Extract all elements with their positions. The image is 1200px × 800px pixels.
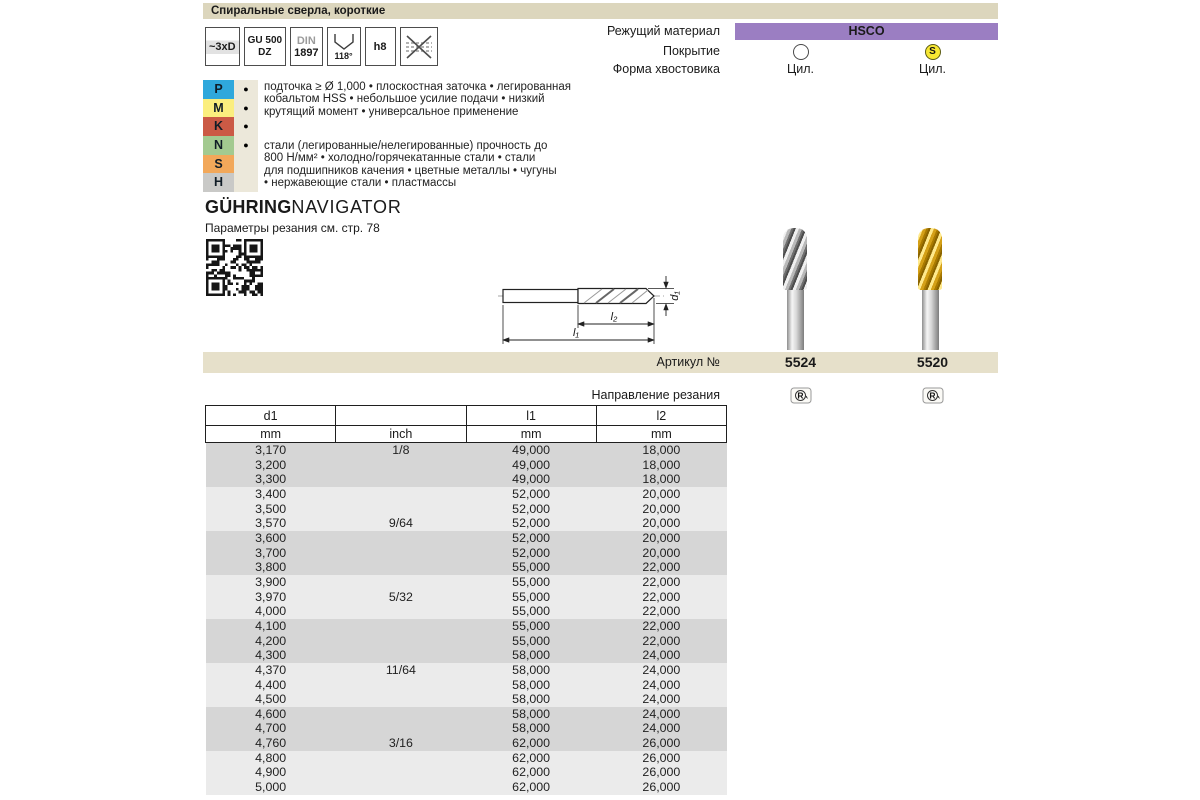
- size-cell: 55,000: [466, 590, 596, 605]
- size-cell: 20,000: [596, 502, 726, 517]
- application-row: [203, 80, 258, 99]
- diagram-label-d1: d₁: [669, 291, 681, 301]
- unit-mm-1: mm: [206, 426, 336, 443]
- size-cell: 22,000: [596, 560, 726, 575]
- size-cell: 58,000: [466, 678, 596, 693]
- size-cell: 5,000: [206, 780, 336, 795]
- navigator-logo: [205, 198, 402, 216]
- drill-shank: [922, 290, 939, 350]
- size-cell: 24,000: [596, 648, 726, 663]
- shank-label: Форма хвостовика: [612, 62, 720, 76]
- drill-photo-5524: [783, 228, 807, 350]
- size-row-5,000: [206, 780, 727, 795]
- coating-cell-2: [867, 43, 998, 61]
- material-label: Режущий материал: [606, 24, 720, 38]
- size-row-3,570: [206, 516, 727, 531]
- drill-photo-5520: [918, 228, 942, 350]
- material-group-n: N: [203, 136, 234, 155]
- size-cell: 4,400: [206, 678, 336, 693]
- article-row: [203, 352, 998, 373]
- size-cell: [336, 619, 466, 634]
- uncoated-circle-icon: [793, 44, 809, 60]
- size-table-body: [206, 443, 727, 795]
- series-line2: DZ: [258, 46, 272, 58]
- article-number-5520: 5520: [916, 354, 949, 370]
- col-l2: l2: [596, 406, 726, 426]
- size-row-3,700: [206, 546, 727, 561]
- size-cell: [336, 502, 466, 517]
- size-cell: 52,000: [466, 516, 596, 531]
- application-table: [203, 80, 258, 192]
- size-cell: 22,000: [596, 604, 726, 619]
- size-cell: 3,570: [206, 516, 336, 531]
- point-angle-label: 118°: [334, 50, 353, 61]
- size-cell: 3,200: [206, 458, 336, 473]
- size-row-4,700: [206, 721, 727, 736]
- text-line: стали (легированные/нелегированные) прочность до: [264, 140, 548, 152]
- size-cell: 5/32: [336, 590, 466, 605]
- size-cell: 55,000: [466, 634, 596, 649]
- article-number-5524: 5524: [784, 354, 817, 370]
- spec-row-material: [203, 23, 998, 40]
- din-number: 1897: [294, 46, 319, 59]
- size-cell: [336, 546, 466, 561]
- size-cell: 24,000: [596, 707, 726, 722]
- size-cell: 20,000: [596, 516, 726, 531]
- size-cell: 62,000: [466, 765, 596, 780]
- size-table-header: [206, 406, 727, 426]
- size-cell: 4,700: [206, 721, 336, 736]
- material-group-s: S: [203, 155, 234, 174]
- size-row-4,400: [206, 678, 727, 693]
- col-inch-blank: [336, 406, 466, 426]
- direction-label: Направление резания: [591, 388, 720, 402]
- size-cell: 52,000: [466, 502, 596, 517]
- size-cell: 24,000: [596, 678, 726, 693]
- material-value-bar: HSCO: [735, 23, 998, 40]
- size-cell: 24,000: [596, 721, 726, 736]
- size-cell: 3,800: [206, 560, 336, 575]
- size-cell: 4,100: [206, 619, 336, 634]
- svg-text:R: R: [796, 390, 804, 401]
- size-row-3,300: [206, 472, 727, 487]
- qr-code: [206, 239, 263, 296]
- material-group-h: H: [203, 173, 234, 192]
- size-cell: 58,000: [466, 648, 596, 663]
- drill-flutes-bright: [783, 228, 807, 290]
- size-cell: 52,000: [466, 487, 596, 502]
- size-cell: [336, 780, 466, 795]
- size-row-4,200: [206, 634, 727, 649]
- size-cell: [336, 692, 466, 707]
- size-cell: [336, 458, 466, 473]
- size-cell: 11/64: [336, 663, 466, 678]
- cutting-params-note: Параметры резания см. стр. 78: [205, 221, 380, 235]
- size-row-4,600: [206, 707, 727, 722]
- size-cell: 26,000: [596, 780, 726, 795]
- size-cell: 20,000: [596, 531, 726, 546]
- length-ratio-label: ~3xD: [209, 40, 236, 53]
- size-cell: 18,000: [596, 472, 726, 487]
- size-cell: 3/16: [336, 736, 466, 751]
- size-cell: 55,000: [466, 619, 596, 634]
- size-cell: 3,500: [206, 502, 336, 517]
- application-text-pmk: [264, 81, 624, 118]
- text-line: кобальтом HSS • небольшое усилие подачи • низкий: [264, 93, 545, 106]
- material-bullet: ●: [234, 136, 258, 155]
- material-bullet: ●: [234, 99, 258, 118]
- qr-code-glyph: [206, 239, 263, 296]
- size-cell: [336, 678, 466, 693]
- size-cell: 18,000: [596, 458, 726, 473]
- material-bullet: [234, 173, 258, 192]
- size-cell: 18,000: [596, 443, 726, 458]
- shank-value-1: Цил.: [787, 62, 814, 76]
- size-cell: 20,000: [596, 546, 726, 561]
- coating-cell-1: [735, 43, 866, 61]
- material-group-k: K: [203, 117, 234, 136]
- size-cell: 4,800: [206, 751, 336, 766]
- din-label: DIN: [296, 34, 316, 47]
- size-cell: 3,170: [206, 443, 336, 458]
- text-line: для подшипников качения • цветные металлы • чугуны: [264, 164, 557, 177]
- material-group-m: M: [203, 99, 234, 118]
- application-row: [203, 99, 258, 118]
- size-table: [205, 405, 727, 795]
- text-line: подточка ≥ Ø 1,000 • плоскостная заточка • легированная: [264, 81, 572, 93]
- size-cell: 4,200: [206, 634, 336, 649]
- catalog-page: [203, 0, 998, 800]
- drill-flutes-gold: [918, 228, 942, 290]
- size-row-4,100: [206, 619, 727, 634]
- size-row-4,000: [206, 604, 727, 619]
- svg-text:R: R: [928, 390, 936, 401]
- unit-mm-2: mm: [466, 426, 596, 443]
- right-cut-icon-2: [867, 387, 998, 409]
- size-cell: 22,000: [596, 575, 726, 590]
- size-row-4,370: [206, 663, 727, 678]
- size-cell: [336, 575, 466, 590]
- size-cell: 62,000: [466, 751, 596, 766]
- application-row: [203, 136, 258, 155]
- size-cell: [336, 765, 466, 780]
- size-cell: 58,000: [466, 721, 596, 736]
- size-cell: 49,000: [466, 443, 596, 458]
- brand-guehring: GÜHRING: [205, 197, 292, 217]
- application-row: [203, 173, 258, 192]
- size-cell: 1/8: [336, 443, 466, 458]
- coating-label: Покрытие: [662, 44, 720, 58]
- size-cell: 4,760: [206, 736, 336, 751]
- size-row-3,800: [206, 560, 727, 575]
- size-row-3,900: [206, 575, 727, 590]
- col-l1: l1: [466, 406, 596, 426]
- size-cell: 4,000: [206, 604, 336, 619]
- application-text-n: [264, 140, 624, 189]
- material-bullet: ●: [234, 80, 258, 99]
- size-row-3,400: [206, 487, 727, 502]
- diagram-label-l2: l₂: [610, 311, 618, 323]
- size-cell: 52,000: [466, 531, 596, 546]
- size-cell: [336, 648, 466, 663]
- size-cell: [336, 604, 466, 619]
- material-bullet: [234, 155, 258, 174]
- material-bullet: ●: [234, 117, 258, 136]
- size-row-3,170: [206, 443, 727, 458]
- unit-mm-3: mm: [596, 426, 726, 443]
- size-cell: 4,600: [206, 707, 336, 722]
- shank-value-2: Цил.: [919, 62, 946, 76]
- size-cell: 4,500: [206, 692, 336, 707]
- size-cell: [336, 634, 466, 649]
- size-cell: 3,900: [206, 575, 336, 590]
- size-cell: 3,970: [206, 590, 336, 605]
- drill-shank: [787, 290, 804, 350]
- size-cell: 55,000: [466, 560, 596, 575]
- size-row-4,500: [206, 692, 727, 707]
- series-line1: GU 500: [247, 34, 283, 46]
- direction-row: [203, 387, 998, 406]
- size-cell: 49,000: [466, 458, 596, 473]
- size-cell: 62,000: [466, 780, 596, 795]
- right-cut-icon-1: [735, 387, 866, 409]
- material-group-p: P: [203, 80, 234, 99]
- size-row-3,600: [206, 531, 727, 546]
- size-cell: 55,000: [466, 604, 596, 619]
- size-cell: 3,400: [206, 487, 336, 502]
- size-cell: 20,000: [596, 487, 726, 502]
- size-cell: 62,000: [466, 736, 596, 751]
- size-cell: 49,000: [466, 472, 596, 487]
- size-cell: 52,000: [466, 546, 596, 561]
- size-cell: [336, 721, 466, 736]
- article-label: Артикул №: [656, 355, 720, 369]
- text-line: крутящий момент • универсальное применение: [264, 105, 519, 118]
- size-table-units: [206, 426, 727, 443]
- size-row-4,900: [206, 765, 727, 780]
- page-title-bar: [203, 3, 998, 19]
- page-title: Спиральные сверла, короткие: [211, 5, 386, 17]
- size-row-3,500: [206, 502, 727, 517]
- size-cell: 22,000: [596, 590, 726, 605]
- size-cell: 26,000: [596, 751, 726, 766]
- size-row-4,800: [206, 751, 727, 766]
- size-row-4,760: [206, 736, 727, 751]
- size-cell: 3,300: [206, 472, 336, 487]
- size-cell: 4,370: [206, 663, 336, 678]
- size-cell: [336, 560, 466, 575]
- size-row-4,300: [206, 648, 727, 663]
- size-cell: [336, 707, 466, 722]
- size-cell: [336, 487, 466, 502]
- size-cell: [336, 751, 466, 766]
- size-cell: 3,700: [206, 546, 336, 561]
- text-line: • нержавеющие стали • пластмассы: [264, 176, 457, 189]
- tolerance-label: h8: [373, 40, 387, 53]
- size-row-3,200: [206, 458, 727, 473]
- size-cell: 22,000: [596, 619, 726, 634]
- size-cell: [336, 472, 466, 487]
- size-cell: 22,000: [596, 634, 726, 649]
- size-cell: 55,000: [466, 575, 596, 590]
- size-cell: 24,000: [596, 663, 726, 678]
- size-cell: [336, 531, 466, 546]
- size-cell: 4,300: [206, 648, 336, 663]
- size-cell: 4,900: [206, 765, 336, 780]
- spec-row-shank: [203, 61, 998, 77]
- size-row-3,970: [206, 590, 727, 605]
- diagram-label-l1: l₁: [573, 327, 579, 339]
- size-cell: 58,000: [466, 707, 596, 722]
- size-cell: 9/64: [336, 516, 466, 531]
- size-cell: 58,000: [466, 663, 596, 678]
- col-d1: d1: [206, 406, 336, 426]
- size-cell: 26,000: [596, 765, 726, 780]
- size-cell: 3,600: [206, 531, 336, 546]
- application-row: [203, 155, 258, 174]
- size-cell: 58,000: [466, 692, 596, 707]
- size-cell: 26,000: [596, 736, 726, 751]
- dimension-diagram: [498, 272, 696, 357]
- size-cell: 24,000: [596, 692, 726, 707]
- unit-inch: inch: [336, 426, 466, 443]
- coating-s-icon: S: [925, 44, 941, 60]
- application-row: [203, 117, 258, 136]
- text-line: 800 Н/мм² • холодно/горячекатанные стали • стали: [264, 152, 536, 165]
- brand-navigator: NAVIGATOR: [291, 197, 402, 217]
